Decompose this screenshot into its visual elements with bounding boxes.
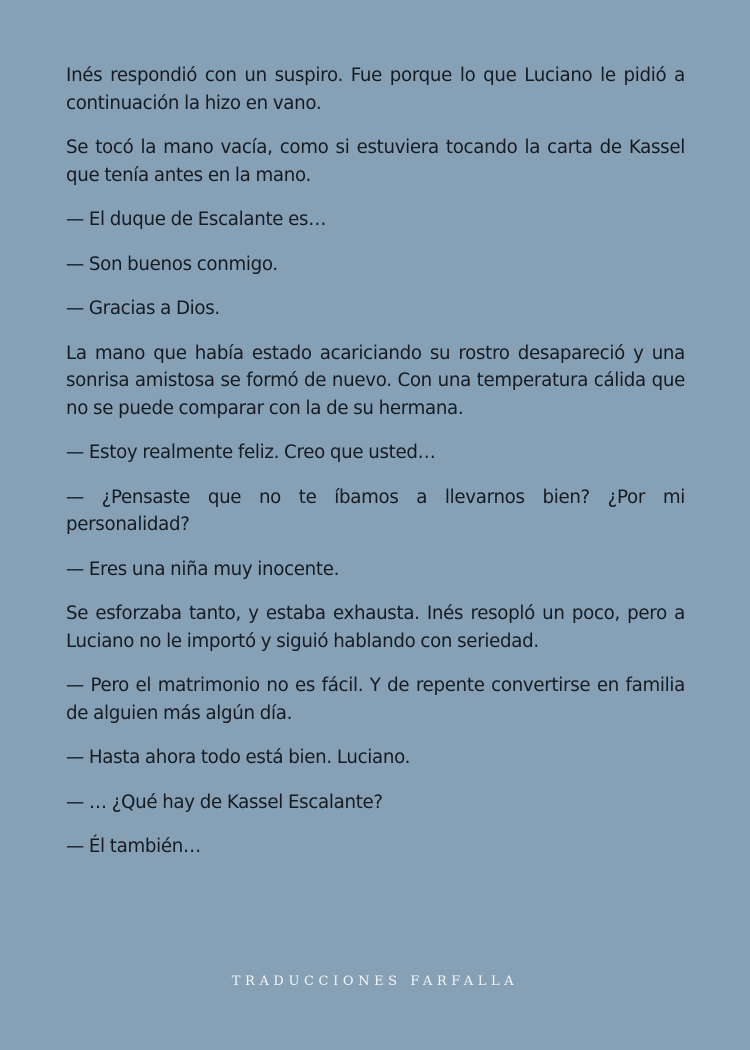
paragraph-dialogue: — Hasta ahora todo está bien. Luciano. [66,747,411,768]
paragraph-dialogue: — Gracias a Dios. [66,298,220,319]
paragraph-narration: Inés respondió con un suspiro. Fue porque lo que Luciano le pidió a continuación la hizo en vano. [66,65,685,114]
paragraph-dialogue: — Eres una niña muy inocente. [66,558,340,580]
paragraph-dialogue: — Son buenos conmigo. [66,253,278,275]
paragraph-dialogue: — ¿Pensaste que no te íbamos a llevarnos bien? ¿Por mi personalidad? [66,486,685,535]
paragraph-narration: La mano que había estado acariciando su rostro desapareció y una sonrisa amistosa se formó de nuevo. Con una temperatura cálida que no se puede comparar con la de su hermana. [66,342,685,419]
footer-credit: TRADUCCIONES FARFALLA [231,974,519,989]
paragraph-dialogue: — Estoy realmente feliz. Creo que usted… [66,442,436,463]
paragraph-dialogue: — … ¿Qué hay de Kassel Escalante? [66,791,383,813]
paragraph-narration: Se tocó la mano vacía, como si estuviera tocando la carta de Kassel que tenía antes en la mano. [66,137,685,186]
paragraph-narration: Se esforzaba tanto, y estaba exhausta. Inés resopló un poco, pero a Luciano no le importó y siguió hablando con seriedad. [66,603,685,652]
paragraph-dialogue: — Él también… [66,836,201,857]
paragraph-dialogue: — El duque de Escalante es… [66,209,327,230]
document-body [66,62,685,878]
paragraph-dialogue: — Pero el matrimonio no es fácil. Y de repente convertirse en familia de alguien más algún día. [66,675,685,724]
